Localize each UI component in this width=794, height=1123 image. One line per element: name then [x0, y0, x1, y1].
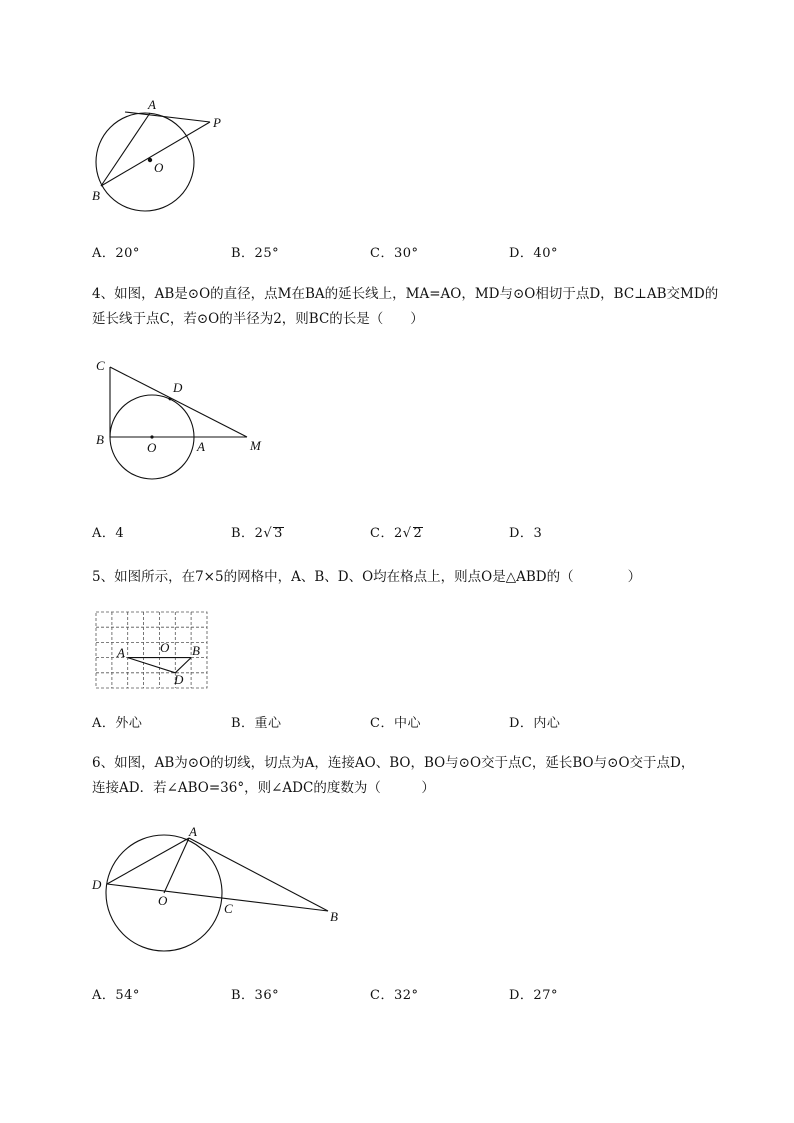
q6-option-c[interactable]: C．32°: [370, 988, 419, 1003]
q5-label-o: O: [160, 640, 170, 655]
q6-option-b[interactable]: B．36°: [231, 988, 280, 1003]
q4-figure: [90, 352, 270, 482]
q6-label-c: C: [224, 901, 233, 916]
q4-option-c-coef: 2: [393, 526, 403, 541]
q4-option-c-radical: √: [402, 526, 412, 541]
q3-label-b: B: [92, 188, 100, 203]
q4-option-d-value: 3: [533, 526, 543, 541]
q3-label-a: A: [148, 97, 156, 112]
q6-label-b: B: [330, 909, 338, 924]
q4-center-dot: [150, 435, 153, 438]
q6-label-a: A: [189, 824, 197, 839]
q6-line-ad: [107, 838, 189, 884]
q5-option-d[interactable]: D．内心: [509, 716, 561, 731]
q3-option-b[interactable]: B．25°: [231, 246, 280, 261]
q5-option-c[interactable]: C．中心: [370, 716, 421, 731]
q6-line-ao: [164, 838, 189, 893]
q4-option-a-prefix: A．: [92, 526, 116, 541]
q4-option-b-prefix: B．: [231, 526, 255, 541]
q5-option-b[interactable]: B．重心: [231, 716, 282, 731]
q4-option-b-radical: √: [263, 526, 273, 541]
q5-label-b: B: [192, 643, 200, 658]
q4-label-m: M: [250, 438, 261, 453]
q5-label-a: A: [117, 645, 125, 660]
q4-option-d[interactable]: [509, 522, 542, 541]
q4-option-c-radicand: 2: [413, 526, 423, 541]
q4-option-b-coef: 2: [254, 526, 264, 541]
q4-label-a: A: [197, 439, 205, 454]
q6-label-o: O: [158, 893, 168, 908]
q3-label-p: P: [213, 115, 221, 130]
q3-option-d[interactable]: D．40°: [509, 246, 558, 261]
q4-label-o: O: [147, 440, 157, 455]
q3-chord-ab: [101, 113, 150, 186]
q3-center-dot: [148, 158, 152, 162]
q4-option-c-prefix: C．: [370, 526, 394, 541]
q4-option-a[interactable]: [92, 522, 124, 541]
q3-tangent-line: [125, 112, 210, 122]
q6-figure: [88, 820, 348, 958]
q5-label-d: D: [174, 672, 184, 687]
q6-option-d[interactable]: D．27°: [509, 988, 558, 1003]
q4-stem-line2: 延长线于点C，若⊙O的半径为2，则BC的长是（ ）: [92, 311, 424, 327]
q6-option-a[interactable]: A．54°: [92, 988, 140, 1003]
q6-line-db: [107, 884, 328, 911]
q5-option-a[interactable]: A．外心: [92, 716, 143, 731]
q3-option-c[interactable]: C．30°: [370, 246, 419, 261]
q4-option-a-value: 4: [115, 526, 125, 541]
q5-figure: [92, 606, 212, 694]
q3-figure: [85, 95, 235, 220]
q4-line-cm: [110, 367, 247, 437]
q4-option-c[interactable]: [370, 522, 423, 541]
q4-stem-line1: 4、如图，AB是⊙O的直径，点M在BA的延长线上，MA=AO，MD与⊙O相切于点D，BC⊥AB交MD的: [92, 286, 719, 302]
q6-label-d: D: [92, 877, 102, 892]
q4-label-b: B: [96, 432, 104, 447]
q3-option-a[interactable]: A．20°: [92, 246, 140, 261]
q5-stem: 5、如图所示，在7×5的网格中，A、B、D、O均在格点上，则点O是△ABD的（ ）: [92, 569, 642, 585]
q3-label-o: O: [154, 160, 164, 175]
q4-label-d: D: [173, 380, 183, 395]
q6-line-ab: [189, 838, 328, 911]
q4-label-c: C: [96, 358, 105, 373]
q4-point-d: [169, 398, 172, 401]
q6-stem-line1: 6、如图，AB为⊙O的切线，切点为A，连接AO、BO，BO与⊙O交于点C，延长BO与⊙O交于点D，: [92, 755, 695, 771]
q4-option-b[interactable]: [231, 522, 284, 541]
q5-grid: [96, 612, 207, 688]
q4-option-d-prefix: D．: [509, 526, 534, 541]
q3-circle: [96, 113, 194, 211]
q6-stem-line2: 连接AD．若∠ABO=36°，则∠ADC的度数为（ ）: [92, 780, 435, 796]
q4-option-b-radicand: 3: [274, 526, 283, 541]
